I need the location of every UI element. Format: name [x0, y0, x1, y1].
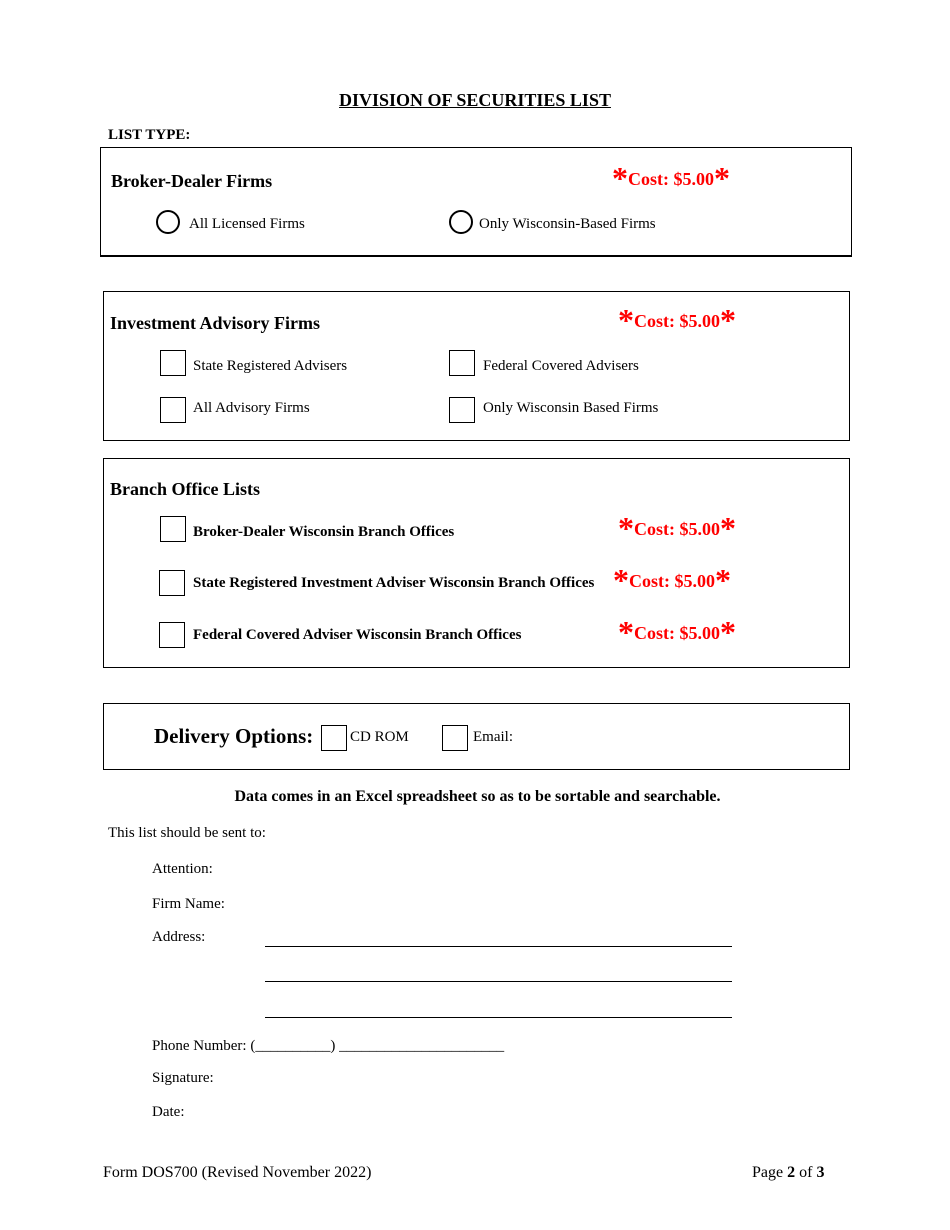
- page-mid: of: [795, 1164, 817, 1181]
- bd-branch-offices-cost: [618, 508, 736, 546]
- required-star: *: [618, 302, 634, 338]
- required-star: *: [720, 614, 736, 650]
- federal-covered-branch-offices-checkbox[interactable]: [159, 622, 185, 648]
- federal-covered-advisers-checkbox[interactable]: [449, 350, 475, 376]
- only-wisconsin-based-firms-label: Only Wisconsin-Based Firms: [479, 216, 656, 232]
- broker-dealer-heading: Broker-Dealer Firms: [111, 171, 273, 191]
- cost-label: Cost: $5.00: [634, 519, 720, 539]
- cost-label: Cost: $5.00: [634, 311, 720, 331]
- only-wisconsin-based-advisory-checkbox[interactable]: [449, 397, 475, 423]
- cost-label: Cost: $5.00: [629, 571, 715, 591]
- email-checkbox[interactable]: [442, 725, 468, 751]
- required-star: *: [618, 510, 634, 546]
- attention-label: Attention:: [152, 861, 213, 877]
- bd-branch-offices-checkbox[interactable]: [160, 516, 186, 542]
- date-label: Date:: [152, 1104, 185, 1120]
- delivery-options-label: Delivery Options:: [154, 724, 314, 748]
- required-star: *: [720, 302, 736, 338]
- state-ria-branch-offices-checkbox[interactable]: [159, 570, 185, 596]
- phone-number-field[interactable]: (__________) ______________________: [250, 1038, 505, 1054]
- state-registered-advisers-label: State Registered Advisers: [193, 358, 348, 374]
- investment-advisory-heading: Investment Advisory Firms: [110, 313, 320, 333]
- state-registered-advisers-checkbox[interactable]: [160, 350, 186, 376]
- bd-branch-offices-label: Broker-Dealer Wisconsin Branch Offices: [193, 524, 455, 540]
- page-prefix: Page: [752, 1164, 788, 1181]
- firm-name-label: Firm Name:: [152, 896, 225, 912]
- excel-note: Data comes in an Excel spreadsheet so as to be sortable and searchable.: [234, 788, 721, 805]
- federal-covered-branch-offices-label: Federal Covered Adviser Wisconsin Branch Offices: [193, 627, 522, 643]
- cd-rom-label: CD ROM: [350, 729, 409, 745]
- required-star: *: [613, 562, 629, 598]
- only-wisconsin-based-firms-radio[interactable]: [449, 210, 473, 234]
- phone-label-text: Phone Number:: [152, 1038, 247, 1054]
- required-star: *: [715, 562, 731, 598]
- cost-label: Cost: $5.00: [628, 169, 714, 189]
- page-current: 2: [787, 1164, 796, 1181]
- required-star: *: [618, 614, 634, 650]
- address-label: Address:: [152, 929, 206, 945]
- form-number: Form DOS700 (Revised November 2022): [103, 1164, 372, 1181]
- all-advisory-firms-checkbox[interactable]: [160, 397, 186, 423]
- all-licensed-firms-radio[interactable]: [156, 210, 180, 234]
- email-label: Email:: [473, 729, 513, 745]
- phone-number-label: [152, 1038, 504, 1055]
- send-to-label: This list should be sent to:: [108, 825, 266, 841]
- state-ria-branch-offices-cost: [613, 560, 731, 598]
- address-line-2[interactable]: [265, 981, 732, 982]
- federal-covered-branch-offices-cost: [618, 612, 736, 650]
- broker-dealer-section: [100, 147, 852, 257]
- page-title: DIVISION OF SECURITIES LIST: [339, 90, 611, 110]
- broker-dealer-cost: [612, 158, 730, 196]
- only-wisconsin-based-advisory-label: Only Wisconsin Based Firms: [483, 400, 659, 416]
- address-line-3[interactable]: [265, 1017, 732, 1018]
- page-total: 3: [816, 1164, 825, 1181]
- required-star: *: [714, 160, 730, 196]
- all-licensed-firms-label: All Licensed Firms: [189, 216, 305, 232]
- list-type-label: LIST TYPE:: [108, 127, 191, 143]
- branch-office-heading: Branch Office Lists: [110, 479, 260, 499]
- state-ria-branch-offices-label: State Registered Investment Adviser Wisconsin Branch Offices: [193, 575, 595, 591]
- page-number: [752, 1164, 824, 1182]
- federal-covered-advisers-label: Federal Covered Advisers: [483, 358, 639, 374]
- signature-label: Signature:: [152, 1070, 214, 1086]
- required-star: *: [612, 160, 628, 196]
- all-advisory-firms-label: All Advisory Firms: [193, 400, 310, 416]
- address-line-1[interactable]: [265, 946, 732, 947]
- investment-advisory-cost: [618, 300, 736, 338]
- required-star: *: [720, 510, 736, 546]
- cost-label: Cost: $5.00: [634, 623, 720, 643]
- cd-rom-checkbox[interactable]: [321, 725, 347, 751]
